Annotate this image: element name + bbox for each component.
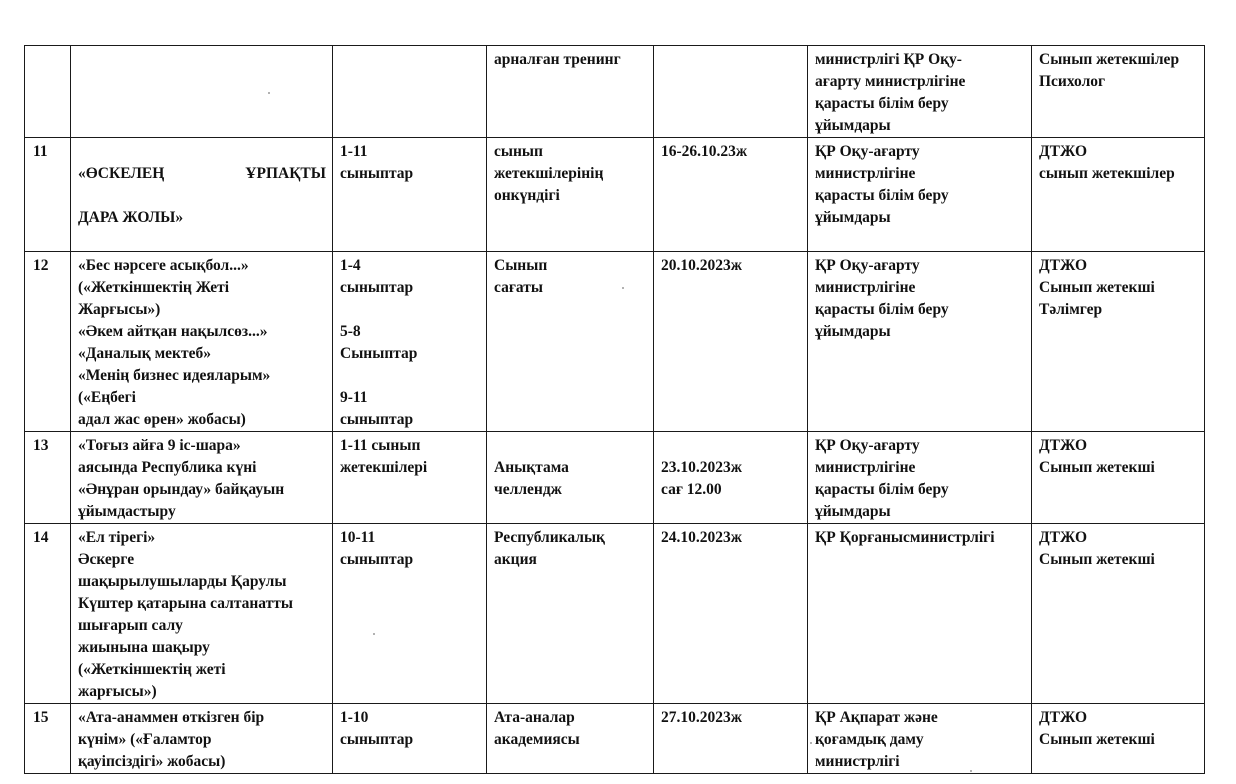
partner-cell: ҚР Оқу-ағарту министрлігіне қарасты білім беру ұйымдары xyxy=(808,138,1032,252)
partner-cell: министрлігі ҚР Оқу- ағарту министрлігіне қарасты білім беру ұйымдары xyxy=(808,46,1032,138)
row-number-cell: 13 xyxy=(25,432,71,524)
form-cell: Анықтама челлендж xyxy=(487,432,654,524)
partner-cell: ҚР Оқу-ағарту министрлігіне қарасты білім беру ұйымдары xyxy=(808,432,1032,524)
audience-cell: 10-11 сыныптар xyxy=(333,524,487,704)
audience-cell xyxy=(333,46,487,138)
event-title-line2: ДАРА ЖОЛЫ» xyxy=(78,209,184,226)
audience-cell: 1-11 сыныптар xyxy=(333,138,487,252)
table-row xyxy=(25,432,1205,524)
scan-speck xyxy=(810,742,812,744)
scan-speck xyxy=(970,770,972,772)
date-cell: 24.10.2023ж xyxy=(654,524,808,704)
partner-cell: ҚР Қорғанысминистрлігі xyxy=(808,524,1032,704)
form-cell: Ата-аналар академиясы xyxy=(487,704,654,774)
event-title-left: «ӨСКЕЛЕҢ xyxy=(78,165,165,182)
event-title-line xyxy=(78,163,326,185)
event-cell xyxy=(71,138,333,252)
partner-cell: ҚР Оқу-ағарту министрлігіне қарасты білім беру ұйымдары xyxy=(808,252,1032,432)
event-cell: «Ел тірегі» Әскерге шақырылушыларды Қарулы Күштер қатарына салтанатты шығарып салу жиынына шақыру («Жеткіншектің жеті жарғысы») xyxy=(71,524,333,704)
table-row xyxy=(25,46,1205,138)
scan-speck xyxy=(622,287,624,289)
event-cell: «Тоғыз айға 9 іс-шара» аясында Республика күні «Әнұран орындау» байқауын ұйымдастыру xyxy=(71,432,333,524)
table-row xyxy=(25,252,1205,432)
form-cell: Республикалық акция xyxy=(487,524,654,704)
scan-speck xyxy=(268,92,270,94)
date-cell xyxy=(654,46,808,138)
audience-cell: 1-11 сынып жетекшілері xyxy=(333,432,487,524)
date-cell: 20.10.2023ж xyxy=(654,252,808,432)
date-cell: 16-26.10.23ж xyxy=(654,138,808,252)
table-row xyxy=(25,704,1205,774)
events-plan-table xyxy=(24,45,1205,774)
date-cell: 23.10.2023ж сағ 12.00 xyxy=(654,432,808,524)
row-number-cell xyxy=(25,46,71,138)
responsible-cell: ДТЖО Сынып жетекші xyxy=(1032,524,1205,704)
audience-cell: 1-10 сыныптар xyxy=(333,704,487,774)
responsible-cell: ДТЖО Сынып жетекші xyxy=(1032,704,1205,774)
form-cell: арналған тренинг xyxy=(487,46,654,138)
table-row xyxy=(25,524,1205,704)
responsible-cell: ДТЖО сынып жетекшілер xyxy=(1032,138,1205,252)
row-number-cell: 15 xyxy=(25,704,71,774)
form-cell: Сынып сағаты xyxy=(487,252,654,432)
row-number-cell: 11 xyxy=(25,138,71,252)
responsible-cell: Сынып жетекшілер Психолог xyxy=(1032,46,1205,138)
date-cell: 27.10.2023ж xyxy=(654,704,808,774)
row-number-cell: 14 xyxy=(25,524,71,704)
scan-speck xyxy=(373,633,375,635)
responsible-cell: ДТЖО Сынып жетекші xyxy=(1032,432,1205,524)
partner-cell: ҚР Ақпарат және қоғамдық даму министрлігі xyxy=(808,704,1032,774)
event-cell: «Бес нәрсеге асықбол...» («Жеткіншектің Жеті Жарғысы») «Әкем айтқан нақылсөз...» «Даналық мектеб» «Менің бизнес идеяларым» («Еңбегі адал жас өрен» жобасы) xyxy=(71,252,333,432)
event-title-right: ҰРПАҚТЫ xyxy=(245,165,326,182)
row-number-cell: 12 xyxy=(25,252,71,432)
audience-cell: 1-4 сыныптар 5-8 Сыныптар 9-11 сыныптар xyxy=(333,252,487,432)
form-cell: сынып жетекшілерінің онкүндігі xyxy=(487,138,654,252)
event-cell: «Ата-анаммен өткізген бір күнім» («Ғаламтор қауіпсіздігі» жобасы) xyxy=(71,704,333,774)
event-cell xyxy=(71,46,333,138)
responsible-cell: ДТЖО Сынып жетекші Тәлімгер xyxy=(1032,252,1205,432)
table-row xyxy=(25,138,1205,252)
